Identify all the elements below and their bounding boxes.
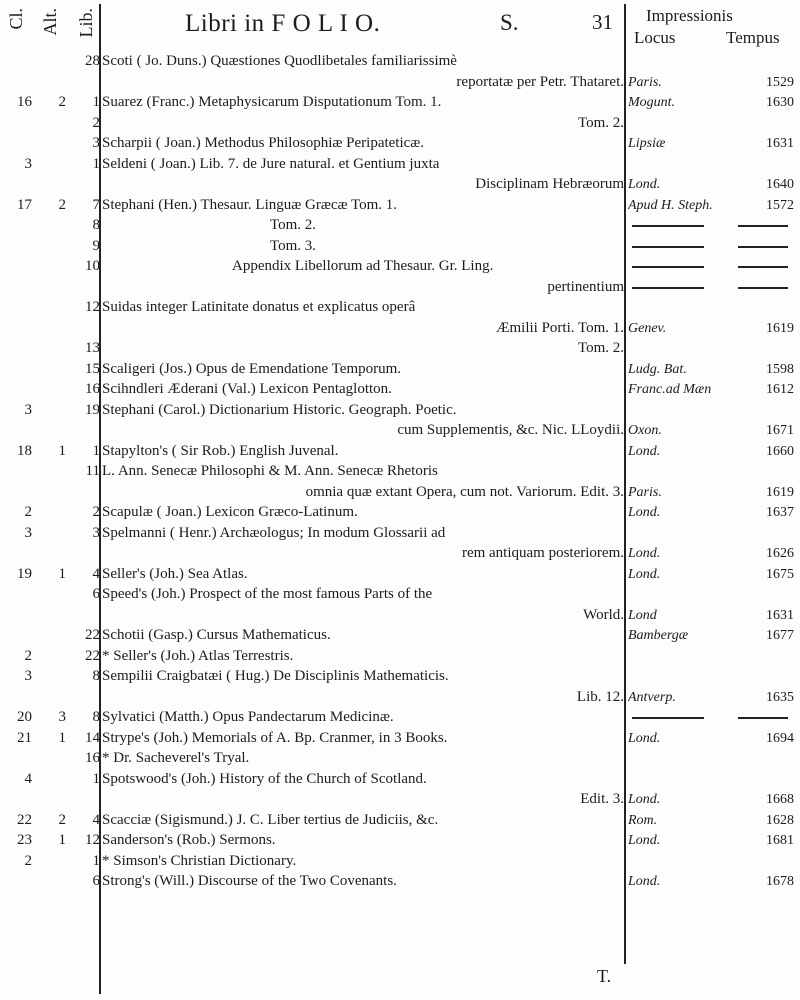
entry-text: * Dr. Sacheverel's Tryal.: [102, 750, 250, 766]
blank-imprint-rule: [632, 717, 704, 719]
catalogue-line: [0, 831, 800, 850]
imprint-year: 1598: [766, 361, 794, 377]
imprint-place: Rom.: [628, 812, 658, 828]
shelf-class-number: 3: [24, 524, 32, 541]
entry-text: Tom. 2.: [270, 217, 317, 233]
catalogue-line: [0, 380, 800, 399]
imprint-place: Ludg. Bat.: [628, 361, 687, 377]
imprint-year: 1626: [766, 546, 794, 561]
entry-text: Tom. 2.: [577, 114, 624, 131]
imprint-place: Bambergæ: [628, 628, 689, 643]
imprint-year: 1671: [766, 423, 794, 438]
shelf-class-number: 20: [17, 709, 32, 725]
book-number: 9: [92, 237, 100, 254]
entry-text: L. Ann. Senecæ Philosophi & M. Ann. Senecæ Rhetoris: [102, 463, 438, 479]
book-number: 10: [85, 258, 100, 274]
blank-imprint-rule: [738, 225, 788, 227]
blank-imprint-rule: [632, 287, 704, 289]
column-header-locus: Locus: [634, 28, 676, 47]
book-number: 19: [85, 401, 100, 418]
imprint-year: 1631: [766, 607, 794, 623]
imprint-year: 1631: [766, 136, 794, 151]
imprint-place: Franc.ad Mæn: [628, 382, 712, 397]
imprint-year: 1681: [766, 833, 794, 848]
shelf-class-number: 17: [17, 196, 32, 213]
column-header-lib: Lib.: [76, 8, 96, 38]
book-number: 12: [85, 832, 100, 848]
imprint-place: Lond.: [628, 792, 661, 807]
entry-text: * Seller's (Joh.) Atlas Terrestris.: [102, 647, 294, 664]
catalogue-line: [0, 688, 800, 707]
blank-imprint-rule: [738, 717, 788, 719]
entry-text: Tom. 3.: [270, 237, 317, 254]
entry-text: Strong's (Will.) Discourse of the Two Covenants.: [102, 873, 397, 889]
entry-text: pertinentium: [547, 278, 624, 295]
catalogue-line: [0, 462, 800, 481]
catalogue-line: [0, 872, 800, 891]
book-number: 8: [92, 217, 100, 233]
catalogue-line: [0, 298, 800, 317]
entry-text: Suarez (Franc.) Metaphysicarum Disputationum Tom. 1.: [102, 94, 442, 110]
page-title: Libri in F O L I O.: [185, 10, 381, 37]
blank-imprint-rule: [632, 246, 704, 248]
entry-text: Æmilii Porti. Tom. 1.: [496, 319, 624, 336]
column-header-tempus: Tempus: [726, 28, 780, 47]
entry-text: Sylvatici (Matth.) Opus Pandectarum Medicinæ.: [102, 709, 394, 725]
shelf-class-number: 21: [17, 729, 32, 746]
entry-text: rem antiquam posteriorem.: [461, 545, 624, 561]
shelf-class-number: 16: [17, 94, 32, 110]
shelf-altitude-number: 2: [58, 811, 66, 828]
shelf-altitude-number: 2: [58, 196, 66, 213]
imprint-place: Lond.: [628, 443, 661, 459]
catalogue-line: [0, 524, 800, 543]
book-number: 4: [92, 565, 100, 582]
book-number: 1: [92, 770, 100, 787]
blank-imprint-rule: [738, 266, 788, 268]
catalogue-line: [0, 442, 800, 461]
catalogue-line: [0, 749, 800, 768]
book-number: 11: [85, 463, 100, 479]
entry-text: Spotswood's (Joh.) History of the Church of Scotland.: [102, 770, 427, 787]
entry-text: Disciplinam Hebræorum: [475, 176, 624, 192]
catalogue-line: [0, 647, 800, 666]
catalogue-line: [0, 790, 800, 809]
entry-text: cum Supplementis, &c. Nic. LLoydii.: [397, 422, 624, 438]
entry-text: Spelmanni ( Henr.) Archæologus; In modum Glossarii ad: [102, 524, 446, 541]
entry-text: Stapylton's ( Sir Rob.) English Juvenal.: [102, 442, 339, 459]
entry-text: Sanderson's (Rob.) Sermons.: [102, 832, 276, 848]
entry-text: World.: [583, 606, 624, 623]
catalogue-line: [0, 852, 800, 871]
catalogue-line: [0, 770, 800, 789]
imprint-place: Mogunt.: [628, 95, 676, 110]
catalogue-line: [0, 196, 800, 215]
catalogue-line: [0, 544, 800, 563]
book-number: 2: [92, 114, 100, 131]
imprint-place: Oxon.: [628, 423, 662, 438]
imprint-year: 1640: [766, 177, 794, 192]
catalogue-line: [0, 52, 800, 71]
imprint-place: Lipsiæ: [628, 136, 666, 151]
page-number: 31: [592, 10, 613, 34]
catalogue-line: [0, 606, 800, 625]
catalogue-line: [0, 401, 800, 420]
imprint-year: 1635: [766, 689, 794, 705]
imprint-year: 1612: [766, 382, 794, 397]
entry-text: reportatæ per Petr. Thataret.: [456, 73, 624, 90]
entry-text: Speed's (Joh.) Prospect of the most famous Parts of the: [102, 586, 433, 602]
shelf-altitude-number: 1: [58, 442, 66, 459]
shelf-class-number: 2: [24, 647, 32, 664]
imprint-year: 1628: [766, 812, 794, 828]
entry-text: Seller's (Joh.) Sea Atlas.: [102, 565, 248, 582]
imprint-place: Antverp.: [628, 689, 676, 705]
entry-text: Appendix Libellorum ad Thesaur. Gr. Ling.: [232, 258, 494, 274]
shelf-class-number: 2: [24, 852, 32, 869]
shelf-class-number: 19: [17, 565, 32, 582]
column-header-alt: Alt.: [40, 8, 60, 36]
catalogue-line: [0, 114, 800, 133]
column-header-cl: Cl.: [6, 8, 26, 30]
entry-text: Strype's (Joh.) Memorials of A. Bp. Cranmer, in 3 Books.: [102, 729, 448, 746]
book-number: 16: [85, 381, 100, 397]
entry-text: Scihndleri Æderani (Val.) Lexicon Pentaglotton.: [102, 381, 392, 397]
entry-text: Scaligeri (Jos.) Opus de Emendatione Temporum.: [102, 360, 402, 377]
blank-imprint-rule: [738, 287, 788, 289]
entry-text: Edit. 3.: [580, 791, 624, 807]
imprint-year: 1668: [766, 792, 794, 807]
entry-text: Sempilii Craigbatæi ( Hug.) De Disciplinis Mathematicis.: [102, 668, 449, 684]
catalogue-line: [0, 237, 800, 256]
catalogue-line: [0, 257, 800, 276]
imprint-year: 1677: [766, 628, 794, 643]
catalogue-line: [0, 708, 800, 727]
book-number: 14: [85, 729, 100, 746]
book-number: 8: [92, 668, 100, 684]
book-number: 4: [92, 811, 100, 828]
imprint-place: Lond.: [628, 566, 661, 582]
imprint-year: 1529: [766, 74, 794, 90]
book-number: 1: [92, 852, 100, 869]
book-number: 15: [85, 360, 100, 377]
imprint-place: Paris.: [628, 74, 662, 90]
imprint-place: Lond.: [628, 730, 661, 746]
imprint-year: 1660: [766, 443, 794, 459]
imprint-place: Lond.: [628, 546, 661, 561]
book-number: 22: [85, 627, 100, 643]
imprint-year: 1630: [766, 95, 794, 110]
imprint-year: 1694: [766, 730, 794, 746]
book-number: 3: [92, 135, 100, 151]
shelf-altitude-number: 1: [58, 565, 66, 582]
book-number: 1: [92, 442, 100, 459]
blank-imprint-rule: [632, 266, 704, 268]
shelf-altitude-number: 1: [58, 729, 66, 746]
signature-mark: S.: [500, 10, 519, 35]
imprint-place: Genev.: [628, 320, 667, 336]
entry-text: Scacciæ (Sigismund.) J. C. Liber tertius de Judiciis, &c.: [102, 811, 439, 828]
blank-imprint-rule: [738, 246, 788, 248]
imprint-year: 1678: [766, 874, 794, 889]
shelf-class-number: 3: [24, 155, 32, 172]
book-number: 3: [92, 524, 100, 541]
imprint-place: Apud H. Steph.: [628, 197, 713, 213]
shelf-class-number: 4: [24, 770, 32, 787]
entry-text: * Simson's Christian Dictionary.: [102, 852, 297, 869]
book-number: 28: [85, 53, 100, 69]
entry-text: Suidas integer Latinitate donatus et explicatus operâ: [102, 299, 416, 315]
entry-text: Lib. 12.: [576, 688, 624, 705]
catalogue-line: [0, 360, 800, 379]
catalogue-line: [0, 729, 800, 748]
catalogue-line: [0, 421, 800, 440]
book-number: 16: [85, 750, 100, 766]
catchword: T.: [597, 966, 612, 986]
entry-text: Tom. 2.: [577, 340, 624, 356]
book-number: 7: [92, 196, 100, 213]
shelf-altitude-number: 1: [58, 832, 66, 848]
catalogue-line: [0, 667, 800, 686]
catalogue-line: [0, 155, 800, 174]
catalogue-line: [0, 216, 800, 235]
book-number: 8: [92, 709, 100, 725]
shelf-class-number: 23: [17, 832, 32, 848]
book-number: 12: [85, 299, 100, 315]
imprint-year: 1675: [766, 566, 794, 582]
imprint-place: Lond: [628, 607, 657, 623]
catalogue-line: [0, 93, 800, 112]
imprint-year: 1637: [766, 505, 794, 520]
blank-imprint-rule: [632, 225, 704, 227]
imprint-year: 1572: [766, 197, 794, 213]
imprint-place: Lond.: [628, 505, 661, 520]
book-number: 22: [85, 647, 100, 664]
shelf-class-number: 3: [24, 401, 32, 418]
book-number: 6: [92, 586, 100, 602]
book-number: 13: [85, 340, 100, 356]
shelf-class-number: 3: [24, 668, 32, 684]
book-number: 6: [92, 873, 100, 889]
entry-text: Seldeni ( Joan.) Lib. 7. de Jure natural. et Gentium juxta: [102, 155, 440, 172]
catalogue-line: [0, 339, 800, 358]
catalogue-line: [0, 503, 800, 522]
catalogue-line: [0, 585, 800, 604]
entry-text: Scapulæ ( Joan.) Lexicon Græco-Latinum.: [102, 504, 358, 520]
catalogue-line: [0, 319, 800, 338]
catalogue-line: [0, 278, 800, 297]
catalogue-line: [0, 73, 800, 92]
catalogue-line: [0, 565, 800, 584]
entry-text: Stephani (Hen.) Thesaur. Linguæ Græcæ Tom. 1.: [102, 196, 398, 213]
catalogue-line: [0, 626, 800, 645]
shelf-class-number: 22: [17, 811, 32, 828]
imprint-place: Paris.: [628, 484, 662, 500]
imprint-place: Lond.: [628, 833, 661, 848]
catalogue-line: [0, 811, 800, 830]
shelf-altitude-number: 2: [58, 94, 66, 110]
catalogue-line: [0, 175, 800, 194]
catalogue-line: [0, 483, 800, 502]
book-number: 1: [92, 94, 100, 110]
shelf-altitude-number: 3: [58, 709, 66, 725]
book-number: 2: [92, 504, 100, 520]
imprint-year: 1619: [766, 484, 794, 500]
imprint-place: Lond.: [628, 177, 661, 192]
book-number: 1: [92, 155, 100, 172]
catalogue-line: [0, 134, 800, 153]
entry-text: Scoti ( Jo. Duns.) Quæstiones Quodlibetales familiarissimè: [102, 53, 457, 69]
entry-text: omnia quæ extant Opera, cum not. Variorum. Edit. 3.: [305, 483, 624, 500]
shelf-class-number: 18: [17, 442, 32, 459]
shelf-class-number: 2: [24, 504, 32, 520]
entry-text: Scharpii ( Joan.) Methodus Philosophiæ Peripateticæ.: [102, 135, 425, 151]
imprint-place: Lond.: [628, 874, 661, 889]
entry-text: Schotii (Gasp.) Cursus Mathematicus.: [102, 627, 331, 643]
entry-text: Stephani (Carol.) Dictionarium Historic. Geograph. Poetic.: [102, 401, 457, 418]
imprint-year: 1619: [766, 320, 794, 336]
column-header-impressionis: Impressionis: [646, 6, 733, 25]
